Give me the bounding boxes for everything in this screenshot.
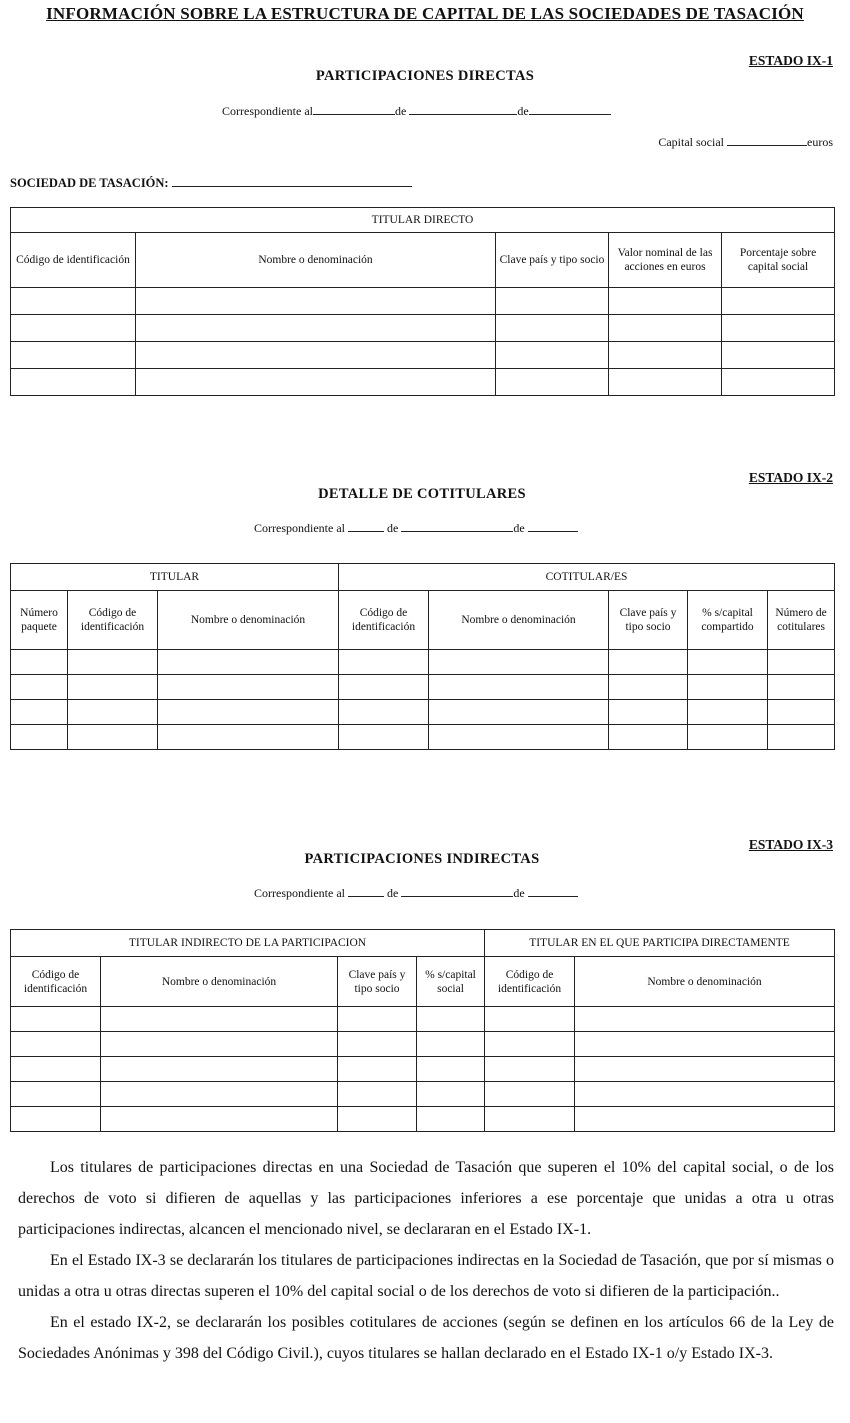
- ix2-col-numero-paquete: Número paquete: [11, 591, 68, 650]
- table-cell[interactable]: [496, 288, 609, 315]
- table-cell[interactable]: [609, 725, 688, 750]
- table-cell[interactable]: [101, 1007, 338, 1032]
- table-row: [11, 725, 835, 750]
- ix1-sociedad-line: [10, 176, 412, 191]
- ix1-year-field[interactable]: [529, 103, 611, 115]
- table-cell[interactable]: [496, 342, 609, 369]
- table-cell[interactable]: [609, 700, 688, 725]
- table-cell[interactable]: [609, 315, 722, 342]
- table-cell[interactable]: [496, 369, 609, 396]
- table-cell[interactable]: [339, 650, 429, 675]
- table-row: [11, 700, 835, 725]
- ix2-col-numero-cotitulares: Número de cotitulares: [768, 591, 835, 650]
- table-cell[interactable]: [11, 675, 68, 700]
- table-cell[interactable]: [136, 288, 496, 315]
- table-cell[interactable]: [688, 700, 768, 725]
- table-cell[interactable]: [429, 725, 609, 750]
- explanatory-text: [18, 1152, 834, 1369]
- estado-ix2-label: ESTADO IX-2: [748, 470, 833, 485]
- ix1-correspondiente-label: Correspondiente al: [222, 104, 313, 118]
- table-cell[interactable]: [338, 1107, 417, 1132]
- table-cell[interactable]: [158, 650, 339, 675]
- table-cell[interactable]: [338, 1082, 417, 1107]
- table-cell[interactable]: [338, 1032, 417, 1057]
- paragraph-ix3: En el Estado IX-3 se declararán los titulares de participaciones indirectas en la Sociedad de Tasación, que por sí mismas o unidas a otra u otras directas superen el 10% del capital social o de los derechos de voto si difieren de la participación..: [18, 1252, 834, 1300]
- table-row: [11, 369, 835, 396]
- ix1-de-label-2: de: [517, 104, 529, 118]
- ix1-heading: PARTICIPACIONES DIRECTAS: [315, 68, 535, 84]
- table-cell[interactable]: [575, 1082, 835, 1107]
- ix1-date-line: [222, 103, 611, 119]
- table-cell[interactable]: [101, 1082, 338, 1107]
- table-cell[interactable]: [575, 1057, 835, 1082]
- ix2-de-label-1: de: [386, 521, 399, 535]
- table-cell[interactable]: [688, 675, 768, 700]
- table-cell[interactable]: [339, 700, 429, 725]
- table-cell[interactable]: [11, 650, 68, 675]
- table-cell[interactable]: [136, 342, 496, 369]
- table-row: [11, 1032, 835, 1057]
- ix2-col-capital-compartido: % s/capital compartido: [688, 591, 768, 650]
- ix1-col-valor: Valor nominal de las acciones en euros: [609, 233, 722, 288]
- table-cell[interactable]: [485, 1007, 575, 1032]
- table-cell[interactable]: [11, 1032, 101, 1057]
- ix2-de-label-2: de: [513, 521, 525, 535]
- ix2-table: [10, 563, 835, 750]
- ix3-table: [10, 929, 835, 1132]
- table-cell[interactable]: [485, 1107, 575, 1132]
- ix1-month-field[interactable]: [409, 103, 517, 115]
- ix2-col-clave: Clave país y tipo socio: [609, 591, 688, 650]
- ix2-group-titular: TITULAR: [11, 564, 339, 591]
- table-cell[interactable]: [338, 1007, 417, 1032]
- ix3-correspondiente-label: Correspondiente al: [254, 886, 345, 900]
- table-row: [11, 675, 835, 700]
- table-cell[interactable]: [101, 1107, 338, 1132]
- table-cell[interactable]: [158, 725, 339, 750]
- paragraph-ix1: Los titulares de participaciones directas en una Sociedad de Tasación que superen el 10% del capital social, o de los derechos de voto si difieren de aquellas y las participaciones inferiores a ese porcentaje que unidas a otra u otras participaciones indirectas, alcancen el mencionado nivel, se declararan en el Estado IX-1.: [18, 1159, 834, 1238]
- ix1-col-clave: Clave país y tipo socio: [496, 233, 609, 288]
- ix3-month-field[interactable]: [401, 885, 513, 897]
- table-cell[interactable]: [575, 1107, 835, 1132]
- ix1-capital-label: Capital social: [658, 135, 724, 149]
- ix2-col-codigo-titular: Código de identificación: [68, 591, 158, 650]
- ix2-col-nombre-titular: Nombre o denominación: [158, 591, 339, 650]
- table-row: [11, 315, 835, 342]
- table-cell[interactable]: [101, 1032, 338, 1057]
- table-cell[interactable]: [101, 1057, 338, 1082]
- ix2-col-codigo-cotitular: Código de identificación: [339, 591, 429, 650]
- table-cell[interactable]: [688, 725, 768, 750]
- ix3-heading: PARTICIPACIONES INDIRECTAS: [304, 851, 540, 867]
- estado-ix1-label: ESTADO IX-1: [748, 53, 833, 68]
- table-cell[interactable]: [722, 342, 835, 369]
- ix2-year-field[interactable]: [528, 520, 578, 532]
- table-cell[interactable]: [68, 675, 158, 700]
- estado-ix3-label: ESTADO IX-3: [748, 837, 833, 852]
- ix1-group-header: TITULAR DIRECTO: [11, 208, 835, 233]
- ix3-col-capital-social: % s/capital social: [417, 957, 485, 1007]
- table-cell[interactable]: [575, 1032, 835, 1057]
- table-cell[interactable]: [339, 675, 429, 700]
- ix3-date-line: [254, 885, 578, 901]
- ix1-de-label-1: de: [394, 104, 407, 118]
- table-cell[interactable]: [11, 1107, 101, 1132]
- ix3-de-label-1: de: [386, 886, 399, 900]
- table-cell[interactable]: [768, 700, 835, 725]
- table-cell[interactable]: [485, 1032, 575, 1057]
- table-cell[interactable]: [417, 1082, 485, 1107]
- ix3-group-indirecto: TITULAR INDIRECTO DE LA PARTICIPACION: [11, 930, 485, 957]
- table-row: [11, 342, 835, 369]
- ix2-col-nombre-cotitular: Nombre o denominación: [429, 591, 609, 650]
- table-cell[interactable]: [768, 725, 835, 750]
- table-cell[interactable]: [68, 725, 158, 750]
- ix1-col-nombre: Nombre o denominación: [136, 233, 496, 288]
- ix2-group-cotitular: COTITULAR/ES: [339, 564, 835, 591]
- ix1-table: [10, 207, 835, 396]
- table-cell[interactable]: [722, 288, 835, 315]
- table-cell[interactable]: [417, 1032, 485, 1057]
- table-cell[interactable]: [722, 369, 835, 396]
- ix1-day-field[interactable]: [313, 103, 395, 115]
- table-cell[interactable]: [609, 675, 688, 700]
- table-cell[interactable]: [417, 1057, 485, 1082]
- ix2-heading: DETALLE DE COTITULARES: [318, 486, 526, 502]
- table-cell[interactable]: [429, 675, 609, 700]
- ix3-year-field[interactable]: [528, 885, 578, 897]
- table-cell[interactable]: [768, 650, 835, 675]
- table-cell[interactable]: [417, 1107, 485, 1132]
- ix1-col-porcentaje: Porcentaje sobre capital social: [722, 233, 835, 288]
- ix1-capital-field[interactable]: [727, 134, 807, 146]
- table-cell[interactable]: [339, 725, 429, 750]
- table-cell[interactable]: [158, 675, 339, 700]
- table-cell[interactable]: [609, 342, 722, 369]
- table-cell[interactable]: [429, 650, 609, 675]
- table-cell[interactable]: [429, 700, 609, 725]
- table-cell[interactable]: [485, 1082, 575, 1107]
- table-row: [11, 1057, 835, 1082]
- table-row: [11, 1007, 835, 1032]
- table-cell[interactable]: [11, 725, 68, 750]
- ix3-col-codigo-directo: Código de identificación: [485, 957, 575, 1007]
- table-cell[interactable]: [496, 315, 609, 342]
- ix1-sociedad-label: SOCIEDAD DE TASACIÓN:: [10, 176, 169, 190]
- table-row: [11, 1082, 835, 1107]
- table-cell[interactable]: [68, 700, 158, 725]
- table-cell[interactable]: [68, 650, 158, 675]
- table-cell[interactable]: [338, 1057, 417, 1082]
- ix3-col-codigo-indirecto: Código de identificación: [11, 957, 101, 1007]
- table-cell[interactable]: [11, 288, 136, 315]
- table-cell[interactable]: [11, 315, 136, 342]
- ix3-col-nombre-indirecto: Nombre o denominación: [101, 957, 338, 1007]
- ix1-euros-label: euros: [807, 135, 833, 149]
- ix1-capital-line: [658, 134, 833, 150]
- table-cell[interactable]: [11, 369, 136, 396]
- ix2-date-line: [254, 520, 578, 536]
- table-cell[interactable]: [136, 315, 496, 342]
- ix3-day-field[interactable]: [348, 885, 384, 897]
- ix2-correspondiente-label: Correspondiente al: [254, 521, 345, 535]
- table-cell[interactable]: [575, 1007, 835, 1032]
- table-cell[interactable]: [11, 1082, 101, 1107]
- table-row: [11, 650, 835, 675]
- ix2-day-field[interactable]: [348, 520, 384, 532]
- ix1-col-codigo: Código de identificación: [11, 233, 136, 288]
- table-cell[interactable]: [11, 700, 68, 725]
- page-title: INFORMACIÓN SOBRE LA ESTRUCTURA DE CAPITAL DE LAS SOCIEDADES DE TASACIÓN: [46, 4, 804, 23]
- table-cell[interactable]: [11, 342, 136, 369]
- ix3-de-label-2: de: [513, 886, 525, 900]
- table-cell[interactable]: [609, 650, 688, 675]
- table-cell[interactable]: [485, 1057, 575, 1082]
- ix2-month-field[interactable]: [401, 520, 513, 532]
- table-cell[interactable]: [136, 369, 496, 396]
- ix1-sociedad-field[interactable]: [172, 178, 412, 187]
- ix3-group-directo: TITULAR EN EL QUE PARTICIPA DIRECTAMENTE: [485, 930, 835, 957]
- table-cell[interactable]: [11, 1057, 101, 1082]
- ix3-col-nombre-directo: Nombre o denominación: [575, 957, 835, 1007]
- table-cell[interactable]: [609, 288, 722, 315]
- table-row: [11, 1107, 835, 1132]
- paragraph-ix2: En el estado IX-2, se declararán los posibles cotitulares de acciones (según se definen en los artículos 66 de la Ley de Sociedades Anónimas y 398 del Código Civil.), cuyos titulares se hallan declarado en el Estado IX-1 o/y Estado IX-3.: [18, 1314, 834, 1362]
- table-row: [11, 288, 835, 315]
- table-cell[interactable]: [11, 1007, 101, 1032]
- table-cell[interactable]: [417, 1007, 485, 1032]
- table-cell[interactable]: [722, 315, 835, 342]
- table-cell[interactable]: [768, 675, 835, 700]
- table-cell[interactable]: [158, 700, 339, 725]
- ix3-col-clave: Clave país y tipo socio: [338, 957, 417, 1007]
- table-cell[interactable]: [609, 369, 722, 396]
- table-cell[interactable]: [688, 650, 768, 675]
